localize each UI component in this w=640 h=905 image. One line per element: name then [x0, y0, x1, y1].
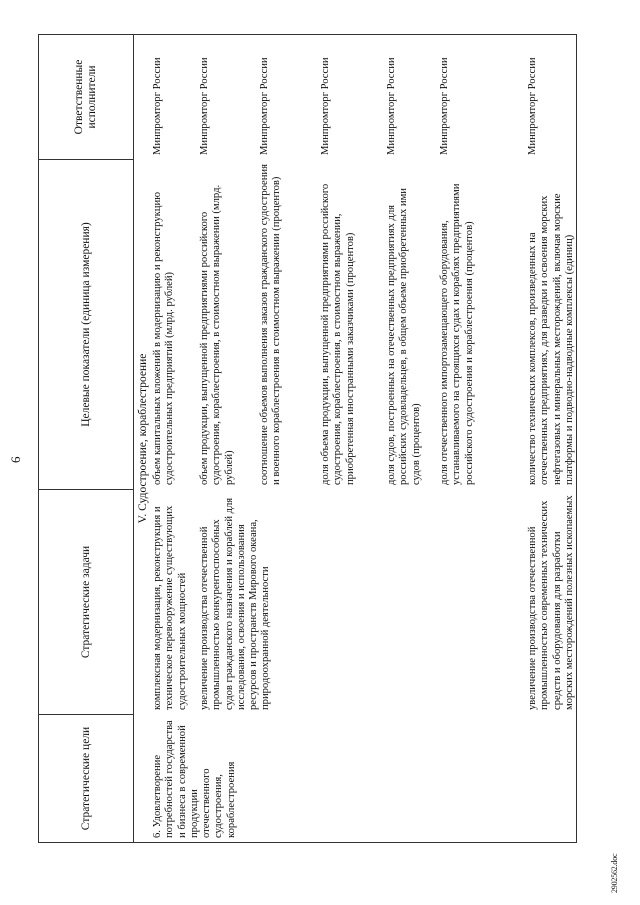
executor-7: Минпромторг России	[527, 57, 538, 155]
table-body	[152, 34, 576, 842]
goal-text: 6. Удовлетворение потребностей государства и бизнеса в современной продукции отечественного судостроения, кораблестроения	[152, 720, 237, 838]
executor-2: Минпромторг России	[199, 57, 210, 155]
indicator-7: количество технических комплексов, произведенных на отечественных предприятиях, для разведки и освоения морских нефтегазовых и минеральных месторождений, включая морские платформы и подводно-надводные комплексы (единиц)	[527, 193, 575, 485]
indicator-1: объем капитальных вложений в модернизацию и реконструкцию судостроительных предприятий (млрд. рублей)	[152, 191, 176, 485]
executors-cell	[152, 34, 576, 159]
indicator-6: доля отечественного импортозамещающего оборудования, устанавливаемого на строящихся судах и кораблях предприятиями российского судостроения и кораблестроения (процентов)	[439, 183, 475, 485]
header-tasks: Стратегические задачи	[39, 489, 133, 714]
indicators-cell	[152, 159, 576, 489]
task-2: увеличение производства отечественной промышленностью конкурентоспособных судов гражданского назначения и кораблей для исследования, освоения и использования ресурсов и пространств Мирового океана, природоохранной деятельности	[199, 497, 272, 710]
executor-5: Минпромторг России	[386, 57, 397, 155]
indicator-3: соотношение объемов выполнения заказов гражданского судостроения и военного кораблестроения в стоимостном выражении (процентов)	[259, 164, 283, 485]
page-number: 6	[8, 456, 23, 463]
strategy-table	[38, 34, 577, 843]
header-indicators: Целевые показатели (единица измерения)	[39, 159, 133, 489]
task-1: комплексная модернизация, реконструкция и техническое перевооружение существующих судостроительных мощностей	[152, 505, 188, 710]
goal-cell	[152, 714, 576, 842]
document-id: 2902562.doc	[610, 853, 619, 893]
indicator-4: доля объема продукции, выпущенной предприятиями российского судостроения, кораблестроения, в стоимостном выражении, приобретенная иностранными заказчиками (процентов)	[320, 183, 356, 485]
header-goals: Стратегические цели	[39, 714, 133, 842]
executor-4: Минпромторг России	[320, 57, 331, 155]
executor-6: Минпромторг России	[439, 57, 450, 155]
executor-1: Минпромторг России	[152, 57, 163, 155]
executor-3: Минпромторг России	[259, 57, 270, 155]
indicator-2: объем продукции, выпущенной предприятиями российского судостроения, кораблестроения, в стоимостном выражении (млрд. рублей)	[199, 184, 235, 485]
section-title: V. Судостроение, кораблестроение	[134, 34, 152, 842]
header-executors: Ответственные исполнители	[39, 34, 133, 159]
table-header	[39, 34, 134, 842]
task-3: увеличение производства отечественной промышленностью современных технических средств и оборудования для разработки морских месторождений полезных ископаемых	[527, 495, 575, 710]
indicator-5: доля судов, построенных на отечественных предприятиях для российских судовладельцев, в общем объеме приобретенных ими судов (процентов)	[386, 188, 422, 485]
tasks-cell	[152, 489, 576, 714]
